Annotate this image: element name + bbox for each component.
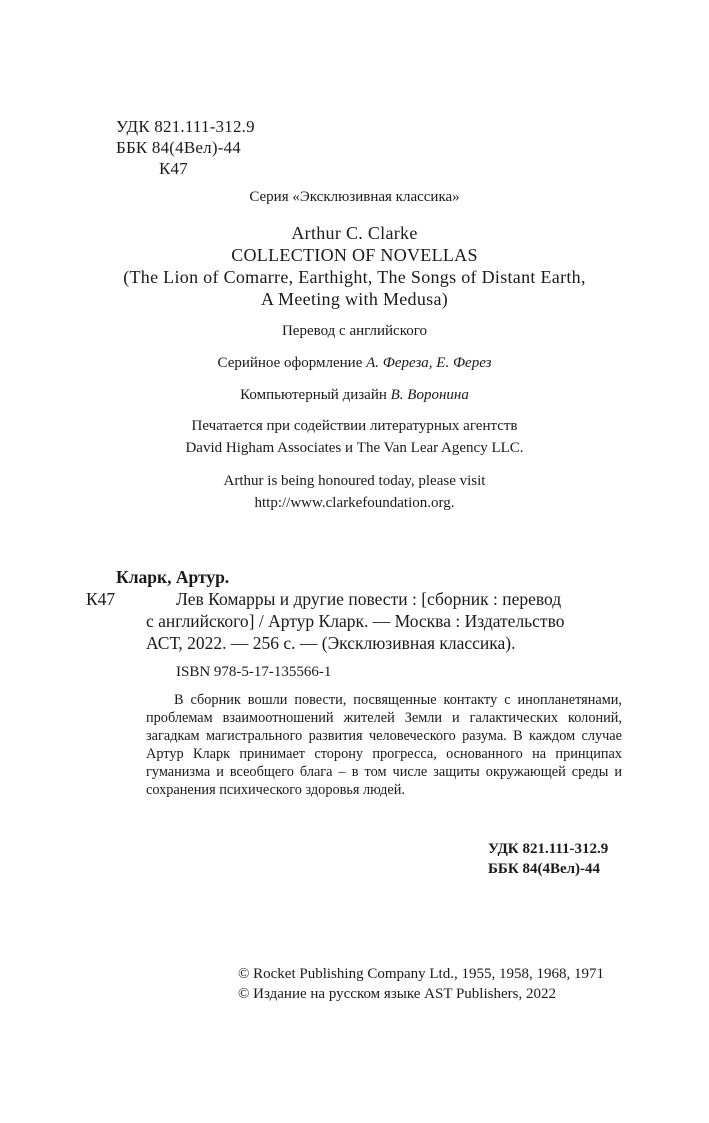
- contents-line-1: (The Lion of Comarre, Earthight, The Songs of Distant Earth,: [123, 267, 586, 287]
- isbn: ISBN 978-5-17-135566-1: [176, 664, 332, 680]
- bib-author: Кларк, Артур.: [116, 567, 230, 587]
- footer-bbk: ББК 84(4Вел)-44: [488, 861, 601, 877]
- copyright-line-1: © Rocket Publishing Company Ltd., 1955, 1958, 1968, 1971: [238, 966, 604, 982]
- agency-line-1: Печатается при содействии литературных агентств: [191, 418, 518, 434]
- series-design-credit: [0, 355, 709, 372]
- honour-link: http://www.clarkefoundation.org.: [254, 495, 455, 511]
- agency-line-2: David Higham Associates и The Van Lear Agency LLC.: [185, 440, 524, 456]
- author-mark: К47: [159, 159, 188, 178]
- bib-mark: К47: [86, 589, 116, 609]
- computer-design-label: Компьютерный дизайн: [240, 387, 391, 403]
- bib-line-3: АСТ, 2022. — 256 с. — (Эксклюзивная классика).: [146, 633, 516, 653]
- series-name: Серия «Эксклюзивная классика»: [249, 189, 460, 205]
- computer-design-name: В. Воронина: [390, 387, 469, 403]
- original-author: Arthur C. Clarke: [291, 223, 418, 243]
- contents-line-2: A Meeting with Medusa): [260, 289, 449, 309]
- footer-udk: УДК 821.111-312.9: [488, 841, 609, 857]
- abstract: [146, 691, 622, 799]
- bib-line-2: с английского] / Артур Кларк. — Москва : Издательство: [146, 611, 565, 631]
- udk-code: УДК 821.111-312.9: [116, 117, 255, 136]
- copyright-line-2: © Издание на русском языке AST Publishers, 2022: [238, 986, 556, 1002]
- computer-design-credit: [0, 387, 709, 404]
- series-design-label: Серийное оформление: [217, 355, 367, 371]
- original-title: COLLECTION OF NOVELLAS: [231, 245, 478, 265]
- bib-line-1: Лев Комарры и другие повести : [сборник : перевод: [176, 589, 562, 609]
- abstract-text: В сборник вошли повести, посвященные контакту с инопланетянами, проблемам взаимоотношений жителей Земли и галактических колоний, загадкам магистрального развития человеческого разума. В каждом случае Артур Кларк принимает сторону прогресса, основанного на принципах гуманизма и всеобщего блага – в том числе защиты окружающей среды и сохранения психического здоровья людей.: [146, 692, 622, 798]
- series-design-names: А. Фереза, Е. Ферез: [366, 355, 492, 371]
- honour-line-1: Arthur is being honoured today, please visit: [223, 473, 486, 489]
- translation-note: Перевод с английского: [281, 323, 428, 339]
- bbk-code: ББК 84(4Вел)-44: [116, 138, 241, 157]
